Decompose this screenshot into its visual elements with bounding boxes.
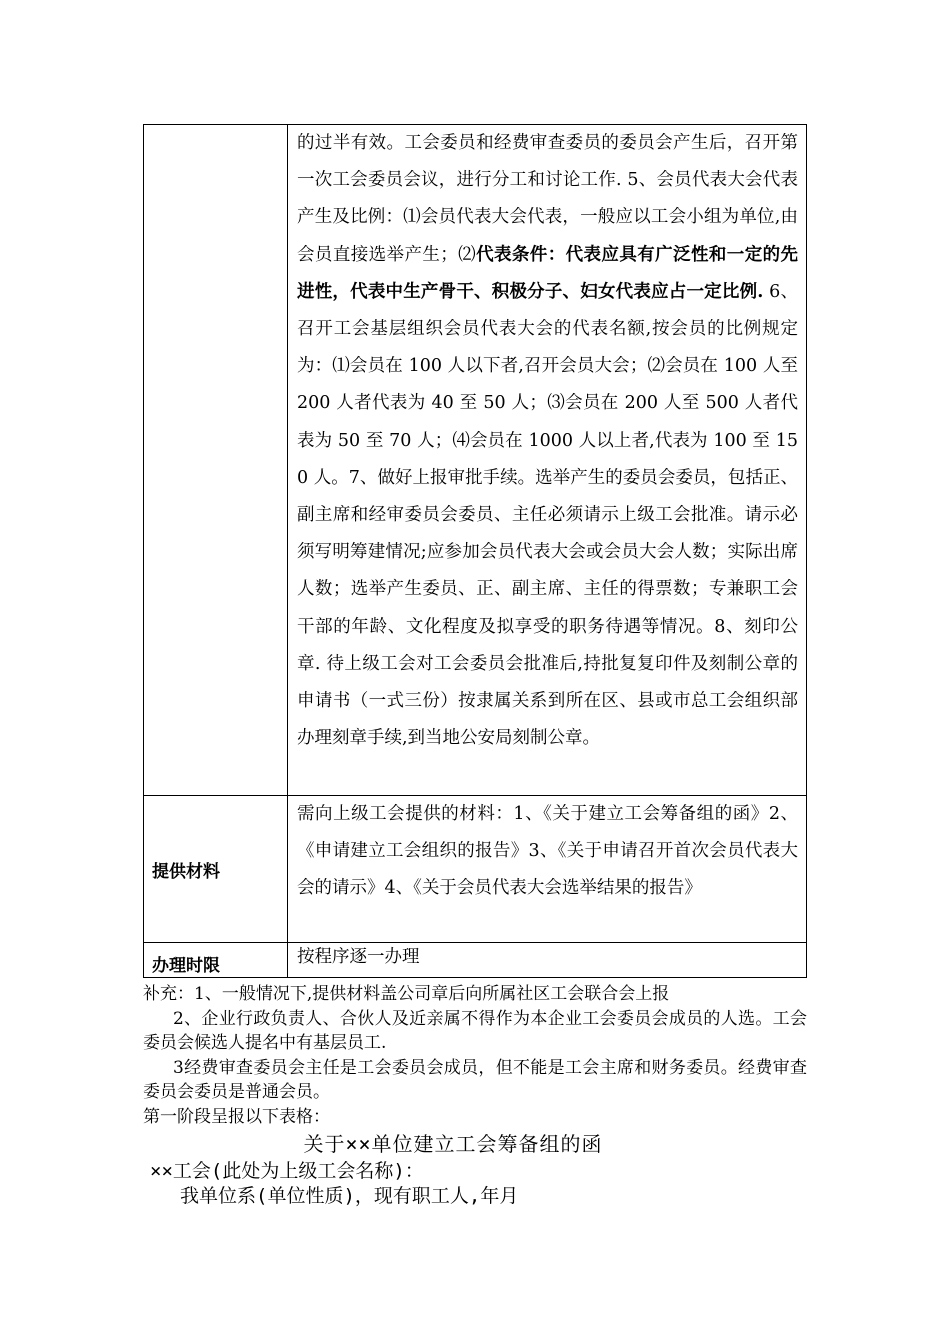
procedure-steps-cell: [288, 125, 807, 796]
note-3: 3经费审查委员会主任是工会委员会成员，但不能是工会主席和财务委员。经费审查委员会委员是普通会员。: [143, 1057, 807, 1102]
row-label-time-limit: 办理时限: [144, 943, 288, 978]
letter-title: 关于××单位建立工会筹备组的函: [303, 1132, 603, 1156]
letter-addressee: ××工会(此处为上级工会名称)：: [150, 1160, 424, 1182]
note-stage-one: 第一阶段呈报以下表格：: [143, 1106, 330, 1127]
table-row: [144, 943, 807, 978]
letter-body: 我单位系(单位性质)，现有职工人,年月: [180, 1185, 519, 1207]
row-label-empty: [144, 125, 288, 796]
supplementary-notes: [143, 982, 807, 1129]
materials-cell: 需向上级工会提供的材料：1、《关于建立工会筹备组的函》2、《申请建立工会组织的报告》3、《关于申请召开首次会员代表大会的请示》4、《关于会员代表大会选举结果的报告》: [288, 796, 807, 943]
representative-conditions-bold: 代表条件：代表应具有广泛性和一定的先进性，代表中生产骨干、积极分子、妇女代表应占一定比例.: [297, 244, 799, 302]
procedure-steps-text-cont: 6、召开工会基层组织会员代表大会的代表名额,按会员的比例规定为：⑴会员在 100 人以下者,召开会员大会；⑵会员在 100 人至 200 人者代表为 40 至 50 人；⑶会员在 200 人至 500 人者代表为 50 至 70 人；⑷会员在 1000 人以上者,代表为 100 至 150 人。7、做好上报审批手续。选举产生的委员会委员，包括正、副主席和经审委员会委员、主任必须请示上级工会批准。请示必须写明筹建情况;应参加会员代表大会或会员大会人数；实际出席人数；选举产生委员、正、副主席、主任的得票数；专兼职工会干部的年龄、文化程度及拟享受的职务待遇等情况。8、刻印公章. 待上级工会对工会委员会批准后,持批复复印件及刻制公章的申请书（一式三份）按隶属关系到所在区、县或市总工会组织部办理刻章手续,到当地公安局刻制公章。: [297, 281, 798, 749]
procedure-table: [143, 124, 807, 978]
time-limit-cell: 按程序逐一办理: [288, 943, 807, 978]
table-row: [144, 125, 807, 796]
note-2: 2、企业行政负责人、合伙人及近亲属不得作为本企业工会委员会成员的人选。工会委员会候选人提名中有基层员工.: [143, 1008, 807, 1053]
table-row: [144, 796, 807, 943]
row-label-materials: 提供材料: [144, 796, 288, 943]
procedure-steps-text: 的过半有效。工会委员和经费审查委员的委员会产生后，召开第一次工会委员会议，进行分工和讨论工作. 5、会员代表大会代表产生及比例：⑴会员代表大会代表，一般应以工会小组为单位,由会员直接选举产生；⑵: [297, 133, 798, 265]
note-1: 补充：1、一般情况下,提供材料盖公司章后向所属社区工会联合会上报: [143, 984, 670, 1004]
